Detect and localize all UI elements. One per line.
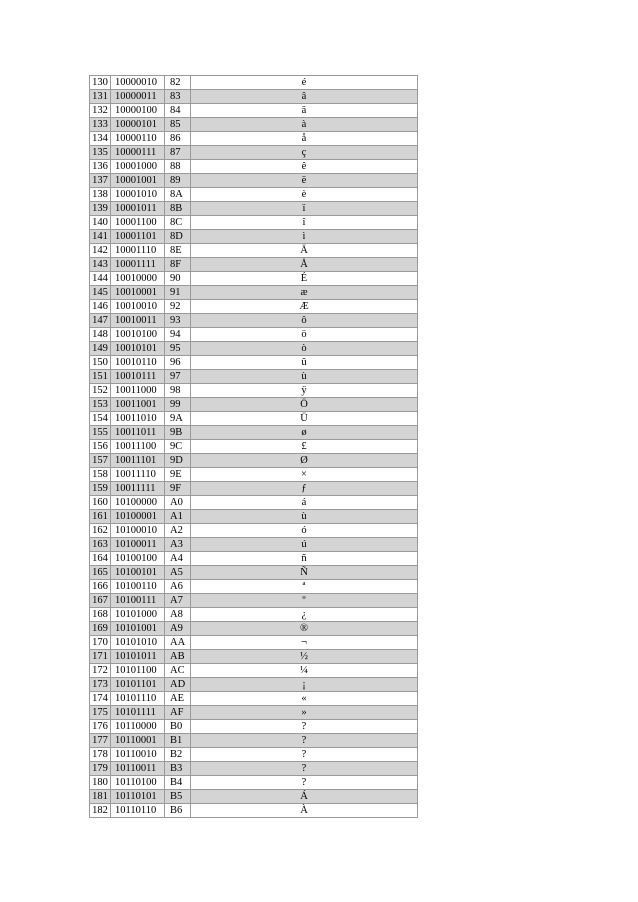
character-cell: ø bbox=[191, 426, 418, 440]
table-row bbox=[90, 664, 418, 678]
binary-cell: 10110100 bbox=[111, 776, 165, 790]
table-row bbox=[90, 314, 418, 328]
character-cell: á bbox=[191, 496, 418, 510]
decimal-cell: 171 bbox=[90, 650, 111, 664]
character-cell: ? bbox=[191, 748, 418, 762]
table-row bbox=[90, 762, 418, 776]
character-cell: ê bbox=[191, 160, 418, 174]
decimal-cell: 136 bbox=[90, 160, 111, 174]
table-row bbox=[90, 720, 418, 734]
binary-cell: 10000101 bbox=[111, 118, 165, 132]
decimal-cell: 173 bbox=[90, 678, 111, 692]
table-row bbox=[90, 370, 418, 384]
decimal-cell: 145 bbox=[90, 286, 111, 300]
table-row bbox=[90, 356, 418, 370]
binary-cell: 10001000 bbox=[111, 160, 165, 174]
table-row bbox=[90, 90, 418, 104]
character-cell: è bbox=[191, 188, 418, 202]
decimal-cell: 181 bbox=[90, 790, 111, 804]
character-cell: ì bbox=[191, 230, 418, 244]
table-body bbox=[90, 76, 418, 818]
character-cell: å bbox=[191, 132, 418, 146]
character-cell: ¡ bbox=[191, 678, 418, 692]
character-cell: × bbox=[191, 468, 418, 482]
binary-cell: 10001100 bbox=[111, 216, 165, 230]
character-cell: ? bbox=[191, 776, 418, 790]
decimal-cell: 163 bbox=[90, 538, 111, 552]
hex-cell: 98 bbox=[165, 384, 191, 398]
character-cell: » bbox=[191, 706, 418, 720]
table-row bbox=[90, 748, 418, 762]
table-row bbox=[90, 160, 418, 174]
decimal-cell: 165 bbox=[90, 566, 111, 580]
hex-cell: 84 bbox=[165, 104, 191, 118]
binary-cell: 10011111 bbox=[111, 482, 165, 496]
decimal-cell: 134 bbox=[90, 132, 111, 146]
hex-cell: B4 bbox=[165, 776, 191, 790]
decimal-cell: 130 bbox=[90, 76, 111, 90]
decimal-cell: 131 bbox=[90, 90, 111, 104]
character-cell: Ä bbox=[191, 244, 418, 258]
decimal-cell: 180 bbox=[90, 776, 111, 790]
decimal-cell: 156 bbox=[90, 440, 111, 454]
binary-cell: 10010101 bbox=[111, 342, 165, 356]
hex-cell: 91 bbox=[165, 286, 191, 300]
hex-cell: 88 bbox=[165, 160, 191, 174]
table-row bbox=[90, 328, 418, 342]
decimal-cell: 174 bbox=[90, 692, 111, 706]
hex-cell: A7 bbox=[165, 594, 191, 608]
hex-cell: B3 bbox=[165, 762, 191, 776]
binary-cell: 10000110 bbox=[111, 132, 165, 146]
table-row bbox=[90, 454, 418, 468]
binary-cell: 10010010 bbox=[111, 300, 165, 314]
hex-cell: 99 bbox=[165, 398, 191, 412]
binary-cell: 10110101 bbox=[111, 790, 165, 804]
table-row bbox=[90, 216, 418, 230]
binary-cell: 10001111 bbox=[111, 258, 165, 272]
table-row bbox=[90, 118, 418, 132]
table-row bbox=[90, 146, 418, 160]
binary-cell: 10010100 bbox=[111, 328, 165, 342]
decimal-cell: 170 bbox=[90, 636, 111, 650]
hex-cell: 9D bbox=[165, 454, 191, 468]
character-cell: É bbox=[191, 272, 418, 286]
character-cell: é bbox=[191, 76, 418, 90]
table-row bbox=[90, 496, 418, 510]
table-row bbox=[90, 412, 418, 426]
character-cell: ª bbox=[191, 580, 418, 594]
hex-cell: B0 bbox=[165, 720, 191, 734]
table-row bbox=[90, 202, 418, 216]
binary-cell: 10011010 bbox=[111, 412, 165, 426]
decimal-cell: 143 bbox=[90, 258, 111, 272]
character-cell: ó bbox=[191, 524, 418, 538]
character-cell: ù bbox=[191, 510, 418, 524]
hex-cell: AA bbox=[165, 636, 191, 650]
hex-cell: 82 bbox=[165, 76, 191, 90]
binary-cell: 10010011 bbox=[111, 314, 165, 328]
table-row bbox=[90, 776, 418, 790]
decimal-cell: 172 bbox=[90, 664, 111, 678]
table-row bbox=[90, 342, 418, 356]
hex-cell: AE bbox=[165, 692, 191, 706]
decimal-cell: 155 bbox=[90, 426, 111, 440]
table-row bbox=[90, 300, 418, 314]
binary-cell: 10001101 bbox=[111, 230, 165, 244]
decimal-cell: 133 bbox=[90, 118, 111, 132]
binary-cell: 10100100 bbox=[111, 552, 165, 566]
hex-cell: A3 bbox=[165, 538, 191, 552]
hex-cell: 9F bbox=[165, 482, 191, 496]
hex-cell: 90 bbox=[165, 272, 191, 286]
decimal-cell: 154 bbox=[90, 412, 111, 426]
binary-cell: 10101001 bbox=[111, 622, 165, 636]
decimal-cell: 176 bbox=[90, 720, 111, 734]
ascii-code-table bbox=[89, 75, 418, 818]
character-cell: æ bbox=[191, 286, 418, 300]
decimal-cell: 161 bbox=[90, 510, 111, 524]
decimal-cell: 157 bbox=[90, 454, 111, 468]
table-row bbox=[90, 104, 418, 118]
table-row bbox=[90, 244, 418, 258]
binary-cell: 10011000 bbox=[111, 384, 165, 398]
hex-cell: 86 bbox=[165, 132, 191, 146]
decimal-cell: 164 bbox=[90, 552, 111, 566]
character-cell: ô bbox=[191, 314, 418, 328]
decimal-cell: 150 bbox=[90, 356, 111, 370]
binary-cell: 10010001 bbox=[111, 286, 165, 300]
hex-cell: A8 bbox=[165, 608, 191, 622]
hex-cell: B5 bbox=[165, 790, 191, 804]
decimal-cell: 141 bbox=[90, 230, 111, 244]
decimal-cell: 148 bbox=[90, 328, 111, 342]
character-cell: ? bbox=[191, 720, 418, 734]
character-cell: î bbox=[191, 216, 418, 230]
hex-cell: 89 bbox=[165, 174, 191, 188]
hex-cell: 8E bbox=[165, 244, 191, 258]
character-cell: Æ bbox=[191, 300, 418, 314]
hex-cell: AF bbox=[165, 706, 191, 720]
table-row bbox=[90, 804, 418, 818]
binary-cell: 10001110 bbox=[111, 244, 165, 258]
decimal-cell: 142 bbox=[90, 244, 111, 258]
table-row bbox=[90, 440, 418, 454]
character-cell: ú bbox=[191, 538, 418, 552]
table-row bbox=[90, 706, 418, 720]
binary-cell: 10110000 bbox=[111, 720, 165, 734]
binary-cell: 10001001 bbox=[111, 174, 165, 188]
binary-cell: 10110110 bbox=[111, 804, 165, 818]
hex-cell: 8A bbox=[165, 188, 191, 202]
table-row bbox=[90, 510, 418, 524]
hex-cell: A0 bbox=[165, 496, 191, 510]
table-row bbox=[90, 538, 418, 552]
hex-cell: 9E bbox=[165, 468, 191, 482]
character-cell: ¿ bbox=[191, 608, 418, 622]
binary-cell: 10100000 bbox=[111, 496, 165, 510]
hex-cell: AD bbox=[165, 678, 191, 692]
hex-cell: 95 bbox=[165, 342, 191, 356]
hex-cell: A1 bbox=[165, 510, 191, 524]
decimal-cell: 169 bbox=[90, 622, 111, 636]
binary-cell: 10101101 bbox=[111, 678, 165, 692]
binary-cell: 10100011 bbox=[111, 538, 165, 552]
table-row bbox=[90, 608, 418, 622]
binary-cell: 10101010 bbox=[111, 636, 165, 650]
decimal-cell: 160 bbox=[90, 496, 111, 510]
table-row bbox=[90, 636, 418, 650]
table-row bbox=[90, 384, 418, 398]
hex-cell: A6 bbox=[165, 580, 191, 594]
decimal-cell: 149 bbox=[90, 342, 111, 356]
binary-cell: 10011001 bbox=[111, 398, 165, 412]
binary-cell: 10100101 bbox=[111, 566, 165, 580]
decimal-cell: 137 bbox=[90, 174, 111, 188]
binary-cell: 10110001 bbox=[111, 734, 165, 748]
binary-cell: 10101111 bbox=[111, 706, 165, 720]
table-row bbox=[90, 734, 418, 748]
hex-cell: 96 bbox=[165, 356, 191, 370]
table-row bbox=[90, 594, 418, 608]
hex-cell: 87 bbox=[165, 146, 191, 160]
hex-cell: 9C bbox=[165, 440, 191, 454]
table-row bbox=[90, 566, 418, 580]
table-row bbox=[90, 426, 418, 440]
decimal-cell: 167 bbox=[90, 594, 111, 608]
binary-cell: 10001011 bbox=[111, 202, 165, 216]
hex-cell: B1 bbox=[165, 734, 191, 748]
character-cell: Å bbox=[191, 258, 418, 272]
hex-cell: 8F bbox=[165, 258, 191, 272]
decimal-cell: 132 bbox=[90, 104, 111, 118]
decimal-cell: 175 bbox=[90, 706, 111, 720]
decimal-cell: 146 bbox=[90, 300, 111, 314]
decimal-cell: 140 bbox=[90, 216, 111, 230]
character-cell: ? bbox=[191, 734, 418, 748]
binary-cell: 10100010 bbox=[111, 524, 165, 538]
decimal-cell: 179 bbox=[90, 762, 111, 776]
character-cell: Ñ bbox=[191, 566, 418, 580]
character-cell: Ø bbox=[191, 454, 418, 468]
table-row bbox=[90, 650, 418, 664]
character-cell: ? bbox=[191, 762, 418, 776]
hex-cell: A5 bbox=[165, 566, 191, 580]
table-row bbox=[90, 398, 418, 412]
hex-cell: 97 bbox=[165, 370, 191, 384]
table-row bbox=[90, 76, 418, 90]
table-row bbox=[90, 678, 418, 692]
binary-cell: 10011100 bbox=[111, 440, 165, 454]
character-cell: ¬ bbox=[191, 636, 418, 650]
binary-cell: 10011110 bbox=[111, 468, 165, 482]
binary-cell: 10100111 bbox=[111, 594, 165, 608]
binary-cell: 10000111 bbox=[111, 146, 165, 160]
character-cell: ® bbox=[191, 622, 418, 636]
binary-cell: 10011101 bbox=[111, 454, 165, 468]
decimal-cell: 182 bbox=[90, 804, 111, 818]
hex-cell: A2 bbox=[165, 524, 191, 538]
character-cell: ä bbox=[191, 104, 418, 118]
decimal-cell: 144 bbox=[90, 272, 111, 286]
character-cell: ƒ bbox=[191, 482, 418, 496]
decimal-cell: 158 bbox=[90, 468, 111, 482]
decimal-cell: 159 bbox=[90, 482, 111, 496]
table-row bbox=[90, 174, 418, 188]
binary-cell: 10011011 bbox=[111, 426, 165, 440]
hex-cell: 8D bbox=[165, 230, 191, 244]
binary-cell: 10101000 bbox=[111, 608, 165, 622]
character-cell: ù bbox=[191, 370, 418, 384]
character-cell: ò bbox=[191, 342, 418, 356]
decimal-cell: 135 bbox=[90, 146, 111, 160]
character-cell: ö bbox=[191, 328, 418, 342]
character-cell: º bbox=[191, 594, 418, 608]
table-row bbox=[90, 132, 418, 146]
binary-cell: 10010000 bbox=[111, 272, 165, 286]
table-row bbox=[90, 272, 418, 286]
table-row bbox=[90, 258, 418, 272]
hex-cell: AC bbox=[165, 664, 191, 678]
binary-cell: 10000011 bbox=[111, 90, 165, 104]
character-cell: û bbox=[191, 356, 418, 370]
table-row bbox=[90, 790, 418, 804]
table-row bbox=[90, 230, 418, 244]
table-row bbox=[90, 580, 418, 594]
hex-cell: AB bbox=[165, 650, 191, 664]
hex-cell: 83 bbox=[165, 90, 191, 104]
hex-cell: A9 bbox=[165, 622, 191, 636]
character-cell: Ö bbox=[191, 398, 418, 412]
table-row bbox=[90, 622, 418, 636]
binary-cell: 10101100 bbox=[111, 664, 165, 678]
decimal-cell: 153 bbox=[90, 398, 111, 412]
hex-cell: 9A bbox=[165, 412, 191, 426]
hex-cell: B2 bbox=[165, 748, 191, 762]
decimal-cell: 177 bbox=[90, 734, 111, 748]
table-row bbox=[90, 286, 418, 300]
character-cell: « bbox=[191, 692, 418, 706]
decimal-cell: 147 bbox=[90, 314, 111, 328]
table-row bbox=[90, 188, 418, 202]
hex-cell: 92 bbox=[165, 300, 191, 314]
binary-cell: 10010110 bbox=[111, 356, 165, 370]
decimal-cell: 178 bbox=[90, 748, 111, 762]
binary-cell: 10100110 bbox=[111, 580, 165, 594]
hex-cell: 8C bbox=[165, 216, 191, 230]
decimal-cell: 152 bbox=[90, 384, 111, 398]
character-cell: ç bbox=[191, 146, 418, 160]
binary-cell: 10110011 bbox=[111, 762, 165, 776]
hex-cell: A4 bbox=[165, 552, 191, 566]
table-row bbox=[90, 524, 418, 538]
binary-cell: 10100001 bbox=[111, 510, 165, 524]
hex-cell: 93 bbox=[165, 314, 191, 328]
binary-cell: 10000010 bbox=[111, 76, 165, 90]
table-row bbox=[90, 468, 418, 482]
hex-cell: 94 bbox=[165, 328, 191, 342]
decimal-cell: 166 bbox=[90, 580, 111, 594]
hex-cell: 9B bbox=[165, 426, 191, 440]
binary-cell: 10101011 bbox=[111, 650, 165, 664]
character-cell: ë bbox=[191, 174, 418, 188]
binary-cell: 10000100 bbox=[111, 104, 165, 118]
character-cell: ñ bbox=[191, 552, 418, 566]
hex-cell: B6 bbox=[165, 804, 191, 818]
table-row bbox=[90, 552, 418, 566]
character-cell: â bbox=[191, 90, 418, 104]
table-row bbox=[90, 482, 418, 496]
binary-cell: 10001010 bbox=[111, 188, 165, 202]
hex-cell: 8B bbox=[165, 202, 191, 216]
character-cell: £ bbox=[191, 440, 418, 454]
character-cell: ¼ bbox=[191, 664, 418, 678]
binary-cell: 10010111 bbox=[111, 370, 165, 384]
decimal-cell: 162 bbox=[90, 524, 111, 538]
decimal-cell: 168 bbox=[90, 608, 111, 622]
character-cell: ½ bbox=[191, 650, 418, 664]
character-cell: Á bbox=[191, 790, 418, 804]
character-cell: À bbox=[191, 804, 418, 818]
binary-cell: 10101110 bbox=[111, 692, 165, 706]
hex-cell: 85 bbox=[165, 118, 191, 132]
decimal-cell: 138 bbox=[90, 188, 111, 202]
character-cell: Ü bbox=[191, 412, 418, 426]
character-cell: ÿ bbox=[191, 384, 418, 398]
decimal-cell: 139 bbox=[90, 202, 111, 216]
character-cell: ï bbox=[191, 202, 418, 216]
table-row bbox=[90, 692, 418, 706]
character-cell: à bbox=[191, 118, 418, 132]
decimal-cell: 151 bbox=[90, 370, 111, 384]
binary-cell: 10110010 bbox=[111, 748, 165, 762]
